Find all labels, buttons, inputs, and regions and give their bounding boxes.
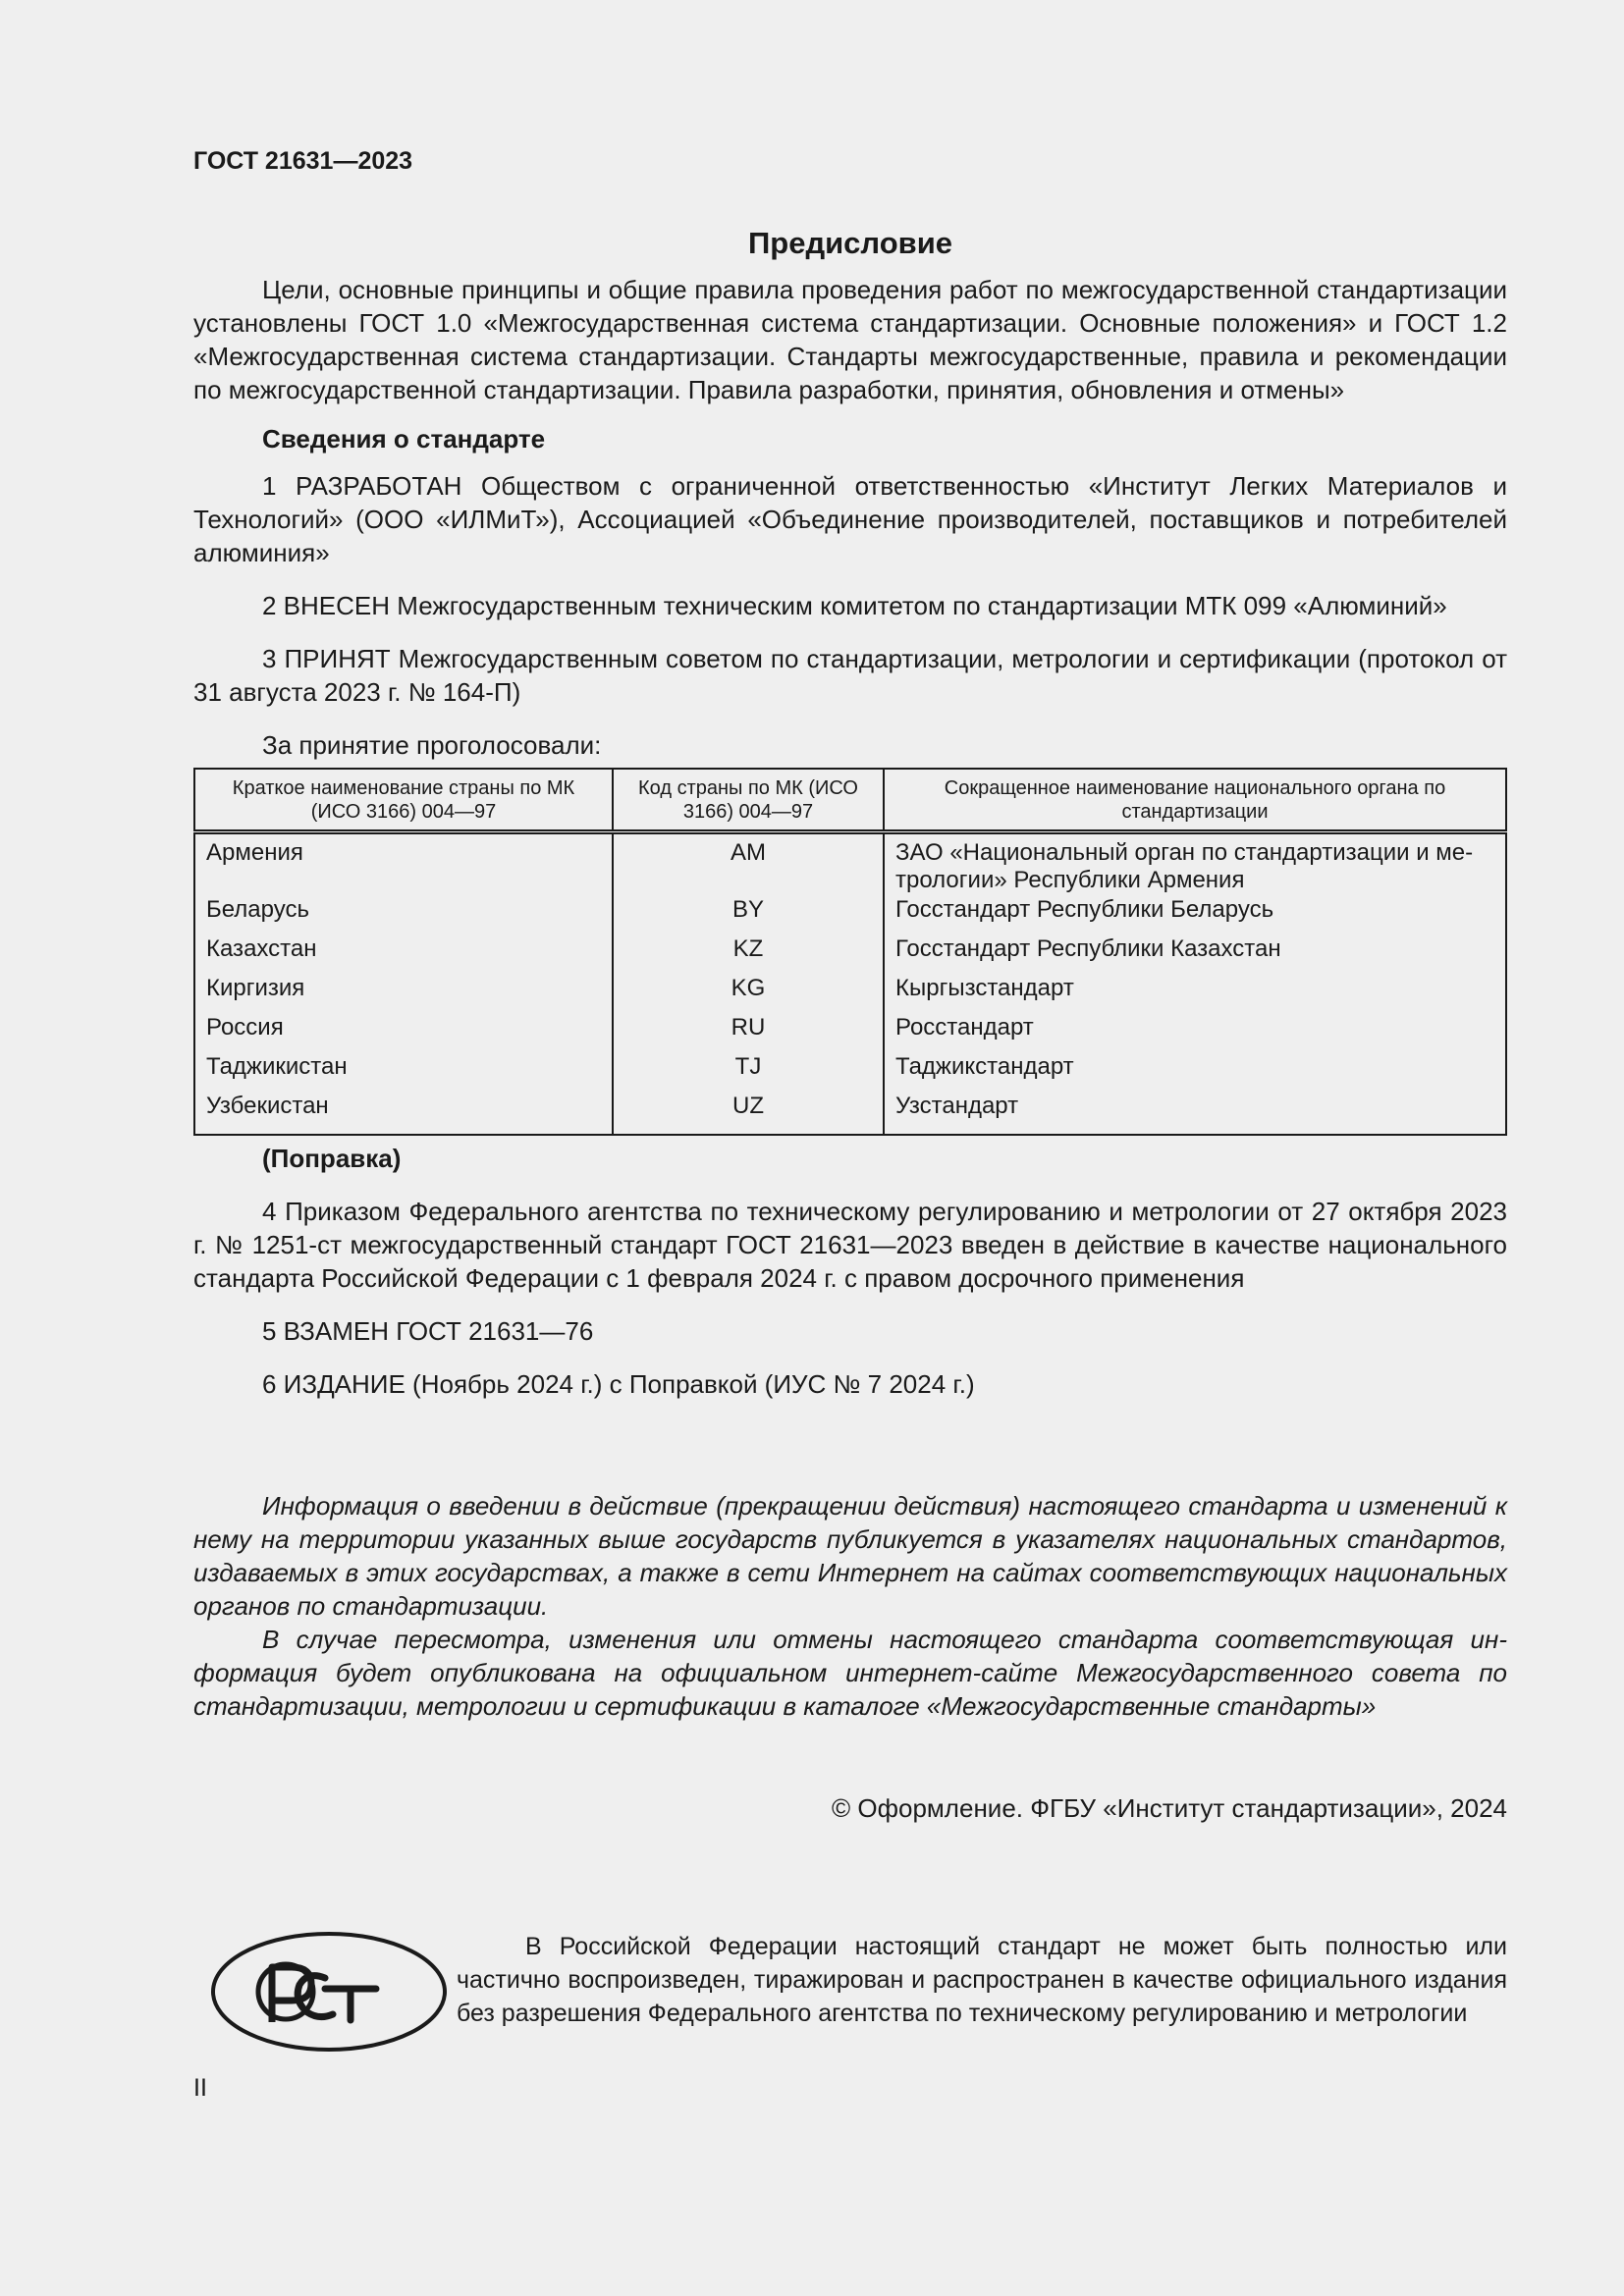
correction-note: (Поправка) xyxy=(262,1144,402,1173)
country-code: UZ xyxy=(613,1092,884,1135)
country-name: Казахстан xyxy=(206,935,317,962)
info-heading: Сведения о стандарте xyxy=(262,424,546,454)
country-code: TJ xyxy=(613,1052,884,1092)
table-row xyxy=(194,1092,1506,1135)
table-header: Код страны по МК (ИСО 3166) 004—97 xyxy=(613,769,884,832)
svg-text:РСТ: РСТ xyxy=(209,1930,211,1931)
country-code: KG xyxy=(613,974,884,1013)
voted-label: За принятие проголосовали: xyxy=(262,730,602,760)
country-name: Россия xyxy=(206,1014,284,1041)
intro-paragraph: Цели, основные принципы и общие правила проведения работ по межгосударственной стандартизации установлены ГОСТ 1.0 «Межгосударственная система стандартизации. Основные положения» и ГОСТ 1.2 «Межгосударственная система стандартизации. Стандарты межгосударственные, правила и рекомендации по межгосударственной стандартизации. Правила разработки, принятия, обновления и отмены» xyxy=(193,275,1507,404)
item-introduced: 2 ВНЕСЕН Межгосударственным техническим комитетом по стандартизации МТК 099 «Алюминий» xyxy=(262,591,1447,620)
item-adopted: 3 ПРИНЯТ Межгосударственным советом по стандартизации, метрологии и сертификации (протокол от 31 августа 2023 г. № 164-П) xyxy=(193,644,1507,707)
item-edition: 6 ИЗДАНИЕ (Ноябрь 2024 г.) с Поправкой (ИУС № 7 2024 г.) xyxy=(262,1369,975,1399)
national-body: Госстандарт Республики Казахстан xyxy=(884,934,1506,974)
country-name: Узбекистан xyxy=(206,1093,329,1119)
table-row xyxy=(194,832,1506,896)
country-code: AM xyxy=(613,832,884,896)
national-body: ЗАО «Национальный орган по стандартизации и метрологии» Республики Армения xyxy=(884,832,1506,896)
table-row xyxy=(194,1013,1506,1052)
country-name: Таджикистан xyxy=(206,1053,348,1080)
country-name: Беларусь xyxy=(206,896,309,923)
info-block xyxy=(193,1489,1507,1723)
preface-title: Предисловие xyxy=(747,226,952,260)
info-paragraph: В случае пересмотра, изменения или отмены настоящего стандарта соответствующая информация будет опубликована на официальном интернет-сайте Межгосударственного совета по стандартизации, метрологии и сертификации в каталоге «Межгосударственные стандарты» xyxy=(193,1625,1507,1721)
item-replaces: 5 ВЗАМЕН ГОСТ 21631—76 xyxy=(262,1316,594,1346)
table-header-row xyxy=(194,769,1506,832)
country-name: Киргизия xyxy=(206,975,305,1001)
table-row xyxy=(194,1052,1506,1092)
page-number: II xyxy=(193,2074,207,2102)
table-header: Сокращенное наименование национального органа по стандартизации xyxy=(884,769,1506,832)
national-body: Узстандарт xyxy=(884,1092,1506,1135)
country-code: BY xyxy=(613,895,884,934)
country-code: KZ xyxy=(613,934,884,974)
info-paragraph: Информация о введении в действие (прекращении действия) настоящего стандарта и изменений к нему на территории указанных выше государств публикуется в указателях национальных стандартов, издаваемых в этих государствах, а также в сети Интернет на сайтах соответствующих национальных органов по стандартизации. xyxy=(193,1491,1507,1621)
rst-certification-mark-icon xyxy=(209,1930,449,2054)
item-developed: 1 РАЗРАБОТАН Обществом с ограниченной ответственностью «Институт Легких Материалов и Технологий» (ООО «ИЛМиТ»), Ассоциацией «Объединение производителей, поставщиков и потребителей алюминия» xyxy=(193,471,1507,567)
table-header: Краткое наименование страны по МК (ИСО 3166) 004—97 xyxy=(194,769,613,832)
rights-block xyxy=(193,1930,1507,2067)
national-body: Таджикстандарт xyxy=(884,1052,1506,1092)
national-body: Кыргызстандарт xyxy=(884,974,1506,1013)
voting-table xyxy=(193,768,1507,1136)
rights-notice: В Российской Федерации настоящий стандарт не может быть полностью или частично воспроизведен, тиражирован и распространен в качестве официального издания без разрешения Федерального агентства по техническому регулированию и метрологии xyxy=(457,1933,1507,2027)
standard-code: ГОСТ 21631—2023 xyxy=(193,147,413,175)
preface-section xyxy=(193,224,1507,1825)
table-row xyxy=(194,974,1506,1013)
country-name: Армения xyxy=(206,839,303,866)
item-enacted: 4 Приказом Федерального агентства по техническому регулированию и метрологии от 27 октября 2023 г. № 1251-ст межгосударственный стандарт ГОСТ 21631—2023 введен в действие в качестве национального стандарта Российской Федерации с 1 февраля 2024 г. с правом досрочного применения xyxy=(193,1197,1507,1293)
country-code: RU xyxy=(613,1013,884,1052)
table-row xyxy=(194,895,1506,934)
copyright-line: © Оформление. ФГБУ «Институт стандартизации», 2024 xyxy=(832,1793,1507,1823)
national-body: Госстандарт Республики Беларусь xyxy=(884,895,1506,934)
table-row xyxy=(194,934,1506,974)
national-body: Росстандарт xyxy=(884,1013,1506,1052)
